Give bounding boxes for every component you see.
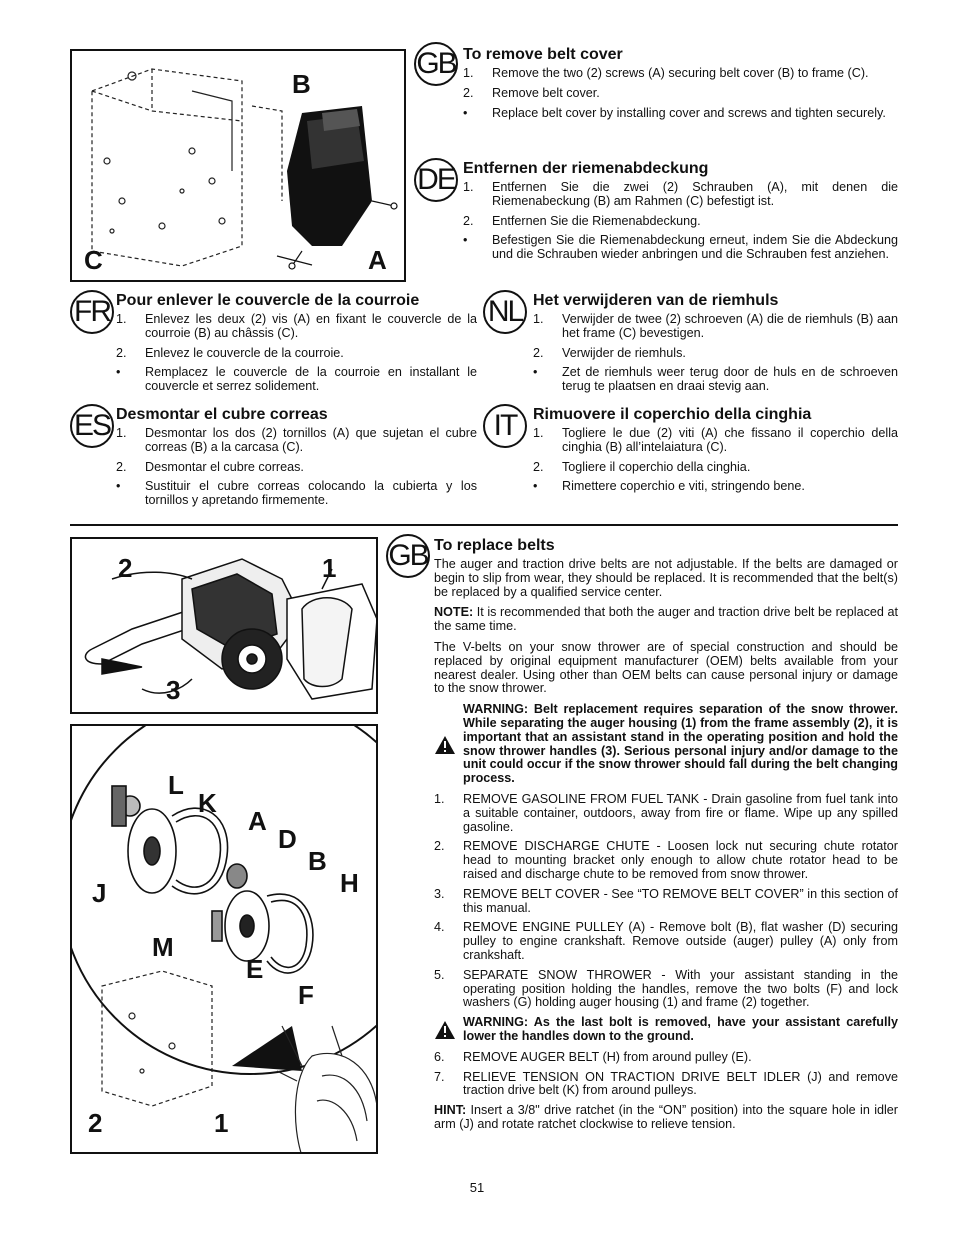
step-list bbox=[533, 313, 898, 394]
lang-badge-gb: GB bbox=[414, 42, 458, 86]
callout-1: 1 bbox=[214, 1108, 229, 1138]
list-item: • Zet de riemhuls weer terug door de huls en de schroeven terug te plaatsen en draai stevig aan. bbox=[533, 365, 898, 394]
belts-pulleys-illustration bbox=[72, 726, 378, 1154]
warning-triangle-icon bbox=[434, 1016, 463, 1044]
callout-e: E bbox=[246, 954, 264, 984]
callout-m: M bbox=[152, 932, 174, 962]
vbelts-paragraph: The V-belts on your snow thrower are of special construction and should be replaced by original equipment manufacturer (OEM) belts available from your nearest dealer. Using other than OEM belts can cause personal injury or damage to the snow thrower. bbox=[434, 639, 898, 696]
list-item: 1. Enlevez les deux (2) vis (A) en fixant le couvercle de la courroie (B) au châssis (C). bbox=[116, 312, 477, 340]
step-list bbox=[116, 427, 477, 508]
step-list bbox=[434, 1051, 898, 1098]
callout-l: L bbox=[168, 770, 184, 800]
callout-f: F bbox=[298, 980, 314, 1010]
step-list bbox=[463, 67, 898, 120]
callout-b: B bbox=[292, 69, 311, 99]
section-title: Desmontar el cubre correas bbox=[116, 406, 328, 423]
warning-text: WARNING: Belt replacement requires separation of the snow thrower. While separating the auger housing (1) from the frame assembly (2), it is important that an assistant stand in the operating position and hold the snow thrower handles (3). Serious personal injury and/or damage to the unit could occur if the snow thrower should fall during the belt changing process. bbox=[463, 702, 898, 786]
list-item: • Sustituir el cubre correas colocando la cubierta y los tornillos y apretando firmemente. bbox=[116, 479, 477, 508]
warning-block bbox=[434, 1016, 898, 1044]
hint-label: HINT: bbox=[434, 1103, 467, 1118]
step-list bbox=[116, 313, 477, 394]
section-fr-remove-cover bbox=[116, 292, 477, 400]
page-number: 51 bbox=[469, 1180, 485, 1195]
list-item: 1. Entfernen Sie die zwei (2) Schrauben (A), mit denen die Riemenabeckung (B) am Rahmen (C) befestigt ist. bbox=[463, 180, 898, 208]
callout-1: 1 bbox=[322, 553, 337, 583]
callout-b: B bbox=[308, 846, 327, 876]
hint-text: Insert a 3/8" drive ratchet (in the “ON” position) into the square hole in idler arm (J) and rotate ratchet clockwise to relieve tension. bbox=[434, 1103, 898, 1131]
callout-a: A bbox=[248, 806, 267, 836]
lang-badge-it: IT bbox=[483, 404, 527, 448]
list-item: 5. SEPARATE SNOW THROWER - With your assistant standing in the operating position holding the handles, remove the two bolts (F) and lock washers (G) holding auger housing (1) and frame (2) together. bbox=[434, 967, 898, 1010]
lang-badge-gb-replace: GB bbox=[386, 534, 430, 578]
list-item: 1. Togliere le due (2) viti (A) che fissano il coperchio della cinghia (B) all’intelaiatura (C). bbox=[533, 426, 898, 454]
belt-cover-part bbox=[287, 106, 372, 246]
warning-text: WARNING: As the last bolt is removed, have your assistant carefully lower the handles down to the ground. bbox=[463, 1015, 898, 1043]
list-item: 3. REMOVE BELT COVER - See “TO REMOVE BELT COVER” in this section of this manual. bbox=[434, 886, 898, 915]
list-item: 2. Verwijder de riemhuls. bbox=[533, 345, 686, 360]
intro-paragraph: The auger and traction drive belts are not adjustable. If the belts are damaged or begin to slip from wear, they should be replaced. It is recommended that the belt(s) be replaced by a qualified service center. bbox=[434, 557, 898, 599]
list-item: 1. REMOVE GASOLINE FROM FUEL TANK - Drain gasoline from fuel tank into a suitable container, outdoors, away from fire or flame. Wipe up any spilled gasoline. bbox=[434, 791, 898, 834]
callout-c: C bbox=[84, 245, 103, 275]
list-item: • Replace belt cover by installing cover and screws and tighten securely. bbox=[463, 105, 886, 120]
list-item: 2. Remove belt cover. bbox=[463, 85, 600, 100]
list-item: • Remplacez le couvercle de la courroie en installant le couvercle et serrez solidement. bbox=[116, 365, 477, 394]
section-title: Entfernen der riemenabdeckung bbox=[463, 160, 709, 177]
callout-2: 2 bbox=[118, 553, 133, 583]
section-divider bbox=[70, 524, 898, 526]
callout-k: K bbox=[198, 788, 217, 818]
step-list bbox=[533, 427, 898, 494]
section-title: Het verwijderen van de riemhuls bbox=[533, 292, 779, 309]
list-item: 6. REMOVE AUGER BELT (H) from around pulley (E). bbox=[434, 1049, 752, 1064]
list-item: 4. REMOVE ENGINE PULLEY (A) - Remove bolt (B), flat washer (D) securing pulley to engine crankshaft. Remove outside (auger) pulley (A) only from crankshaft. bbox=[434, 920, 898, 962]
section-replace-belts bbox=[434, 537, 898, 1139]
callout-2: 2 bbox=[88, 1108, 103, 1138]
section-it-remove-cover bbox=[533, 406, 898, 500]
section-de-remove-cover bbox=[463, 160, 898, 268]
note-paragraph bbox=[434, 606, 898, 634]
section-title: Rimuovere il coperchio della cinghia bbox=[533, 406, 812, 423]
section-nl-remove-cover bbox=[533, 292, 898, 400]
callout-3: 3 bbox=[166, 675, 181, 705]
callout-d: D bbox=[278, 824, 297, 854]
list-item: 2. Entfernen Sie die Riemenabdeckung. bbox=[463, 213, 701, 228]
lang-badge-es: ES bbox=[70, 404, 114, 448]
section-title: Pour enlever le couvercle de la courroie bbox=[116, 292, 420, 309]
list-item: 2. Desmontar el cubre correas. bbox=[116, 459, 304, 474]
list-item: 1. Verwijder de twee (2) schroeven (A) die de riemhuls (B) aan het frame (C) bevestigen. bbox=[533, 312, 898, 340]
list-item: 2. Togliere il coperchio della cinghia. bbox=[533, 459, 751, 474]
callout-a: A bbox=[368, 245, 387, 275]
figure-belts-pulleys bbox=[70, 724, 378, 1154]
lang-badge-de: DE bbox=[414, 158, 458, 202]
section-es-remove-cover bbox=[116, 406, 477, 514]
section-title: To replace belts bbox=[434, 537, 555, 554]
note-label: NOTE: bbox=[434, 605, 474, 620]
callout-j: J bbox=[92, 878, 107, 908]
lang-badge-fr: FR bbox=[70, 290, 114, 334]
list-item: 1. Desmontar los dos (2) tornillos (A) que sujetan el cubre correas (B) a la carcasa (C). bbox=[116, 426, 477, 454]
section-title: To remove belt cover bbox=[463, 46, 623, 63]
note-text: It is recommended that both the auger and traction drive belt be replaced at the same time. bbox=[434, 605, 898, 634]
warning-triangle-icon bbox=[434, 703, 463, 786]
callout-h: H bbox=[340, 868, 359, 898]
list-item: • Befestigen Sie die Riemenabdeckung erneut, indem Sie die Abdeckung und die Schrauben wieder anbringen und die Schrauben fest anziehen. bbox=[463, 233, 898, 262]
list-item: 7. RELIEVE TENSION ON TRACTION DRIVE BELT IDLER (J) and remove traction drive belt (K) from around pulleys. bbox=[434, 1069, 898, 1098]
belt-cover-illustration bbox=[72, 51, 406, 282]
warning-block bbox=[434, 703, 898, 786]
figure-belt-cover bbox=[70, 49, 406, 282]
list-item: 2. REMOVE DISCHARGE CHUTE - Loosen lock nut securing chute rotator head to mounting bracket only enough to allow chute rotator head to be raised and discharge chute to be removed from snow thrower. bbox=[434, 839, 898, 881]
list-item: • Rimettere coperchio e viti, stringendo bene. bbox=[533, 479, 805, 494]
list-item: 2. Enlevez le couvercle de la courroie. bbox=[116, 345, 344, 360]
hint-paragraph bbox=[434, 1104, 898, 1132]
lang-badge-nl: NL bbox=[483, 290, 527, 334]
section-gb-remove-cover bbox=[463, 46, 898, 126]
list-item: 1. Remove the two (2) screws (A) securing belt cover (B) to frame (C). bbox=[463, 66, 869, 80]
figure-snow-thrower-separation bbox=[70, 537, 378, 714]
step-list bbox=[434, 793, 898, 1010]
step-list bbox=[463, 181, 898, 262]
